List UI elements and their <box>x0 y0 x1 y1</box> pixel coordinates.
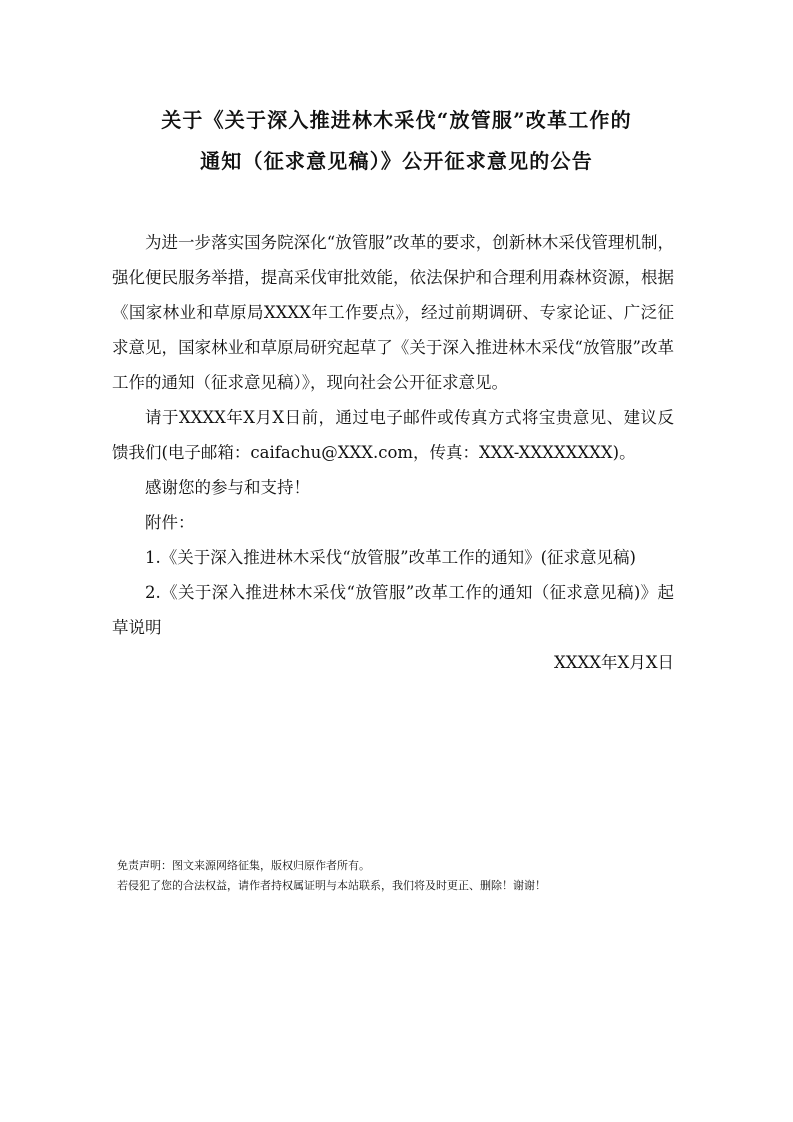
attachment-item-2: 2.《关于深入推进林木采伐“放管服”改革工作的通知（征求意见稿)》起草说明 <box>112 583 674 637</box>
disclaimer-line-1: 免责声明：图文来源网络征集，版权归原作者所有。 <box>117 859 370 872</box>
disclaimer-line-2: 若侵犯了您的合法权益，请作者持权属证明与本站联系，我们将及时更正、删除！谢谢！ <box>117 879 546 892</box>
document-title <box>100 100 693 182</box>
document-date: XXXX年X月X日 <box>554 653 674 672</box>
attachments-label: 附件： <box>145 513 195 532</box>
intro-paragraph: 为进一步落实国务院深化“放管服”改革的要求，创新林木采伐管理机制，强化便民服务举措，提高采伐审批效能，依法保护和合理利用森林资源，根据《国家林业和草原局XXXX年工作要点》，经过前期调研、专家论证、广泛征求意见，国家林业和草原局研究起草了《关于深入推进林木采伐“放管服”改革工作的通知（征求意见稿）》，现向社会公开征求意见。 <box>112 233 674 392</box>
feedback-paragraph: 请于XXXX年X月X日前，通过电子邮件或传真方式将宝贵意见、建议反馈我们(电子邮箱：caifachu@XXX.com，传真：XXX-XXXXXXXX)。 <box>112 408 674 462</box>
thanks-line: 感谢您的参与和支持！ <box>145 478 310 497</box>
title-line-1: 关于《关于深入推进林木采伐“放管服”改革工作的 <box>161 108 632 132</box>
disclaimer <box>117 856 677 896</box>
document-body <box>112 225 674 680</box>
title-line-2: 通知（征求意见稿）》公开征求意见的公告 <box>200 149 593 173</box>
attachment-item-1: 1.《关于深入推进林木采伐“放管服”改革工作的通知》(征求意见稿) <box>145 548 636 567</box>
